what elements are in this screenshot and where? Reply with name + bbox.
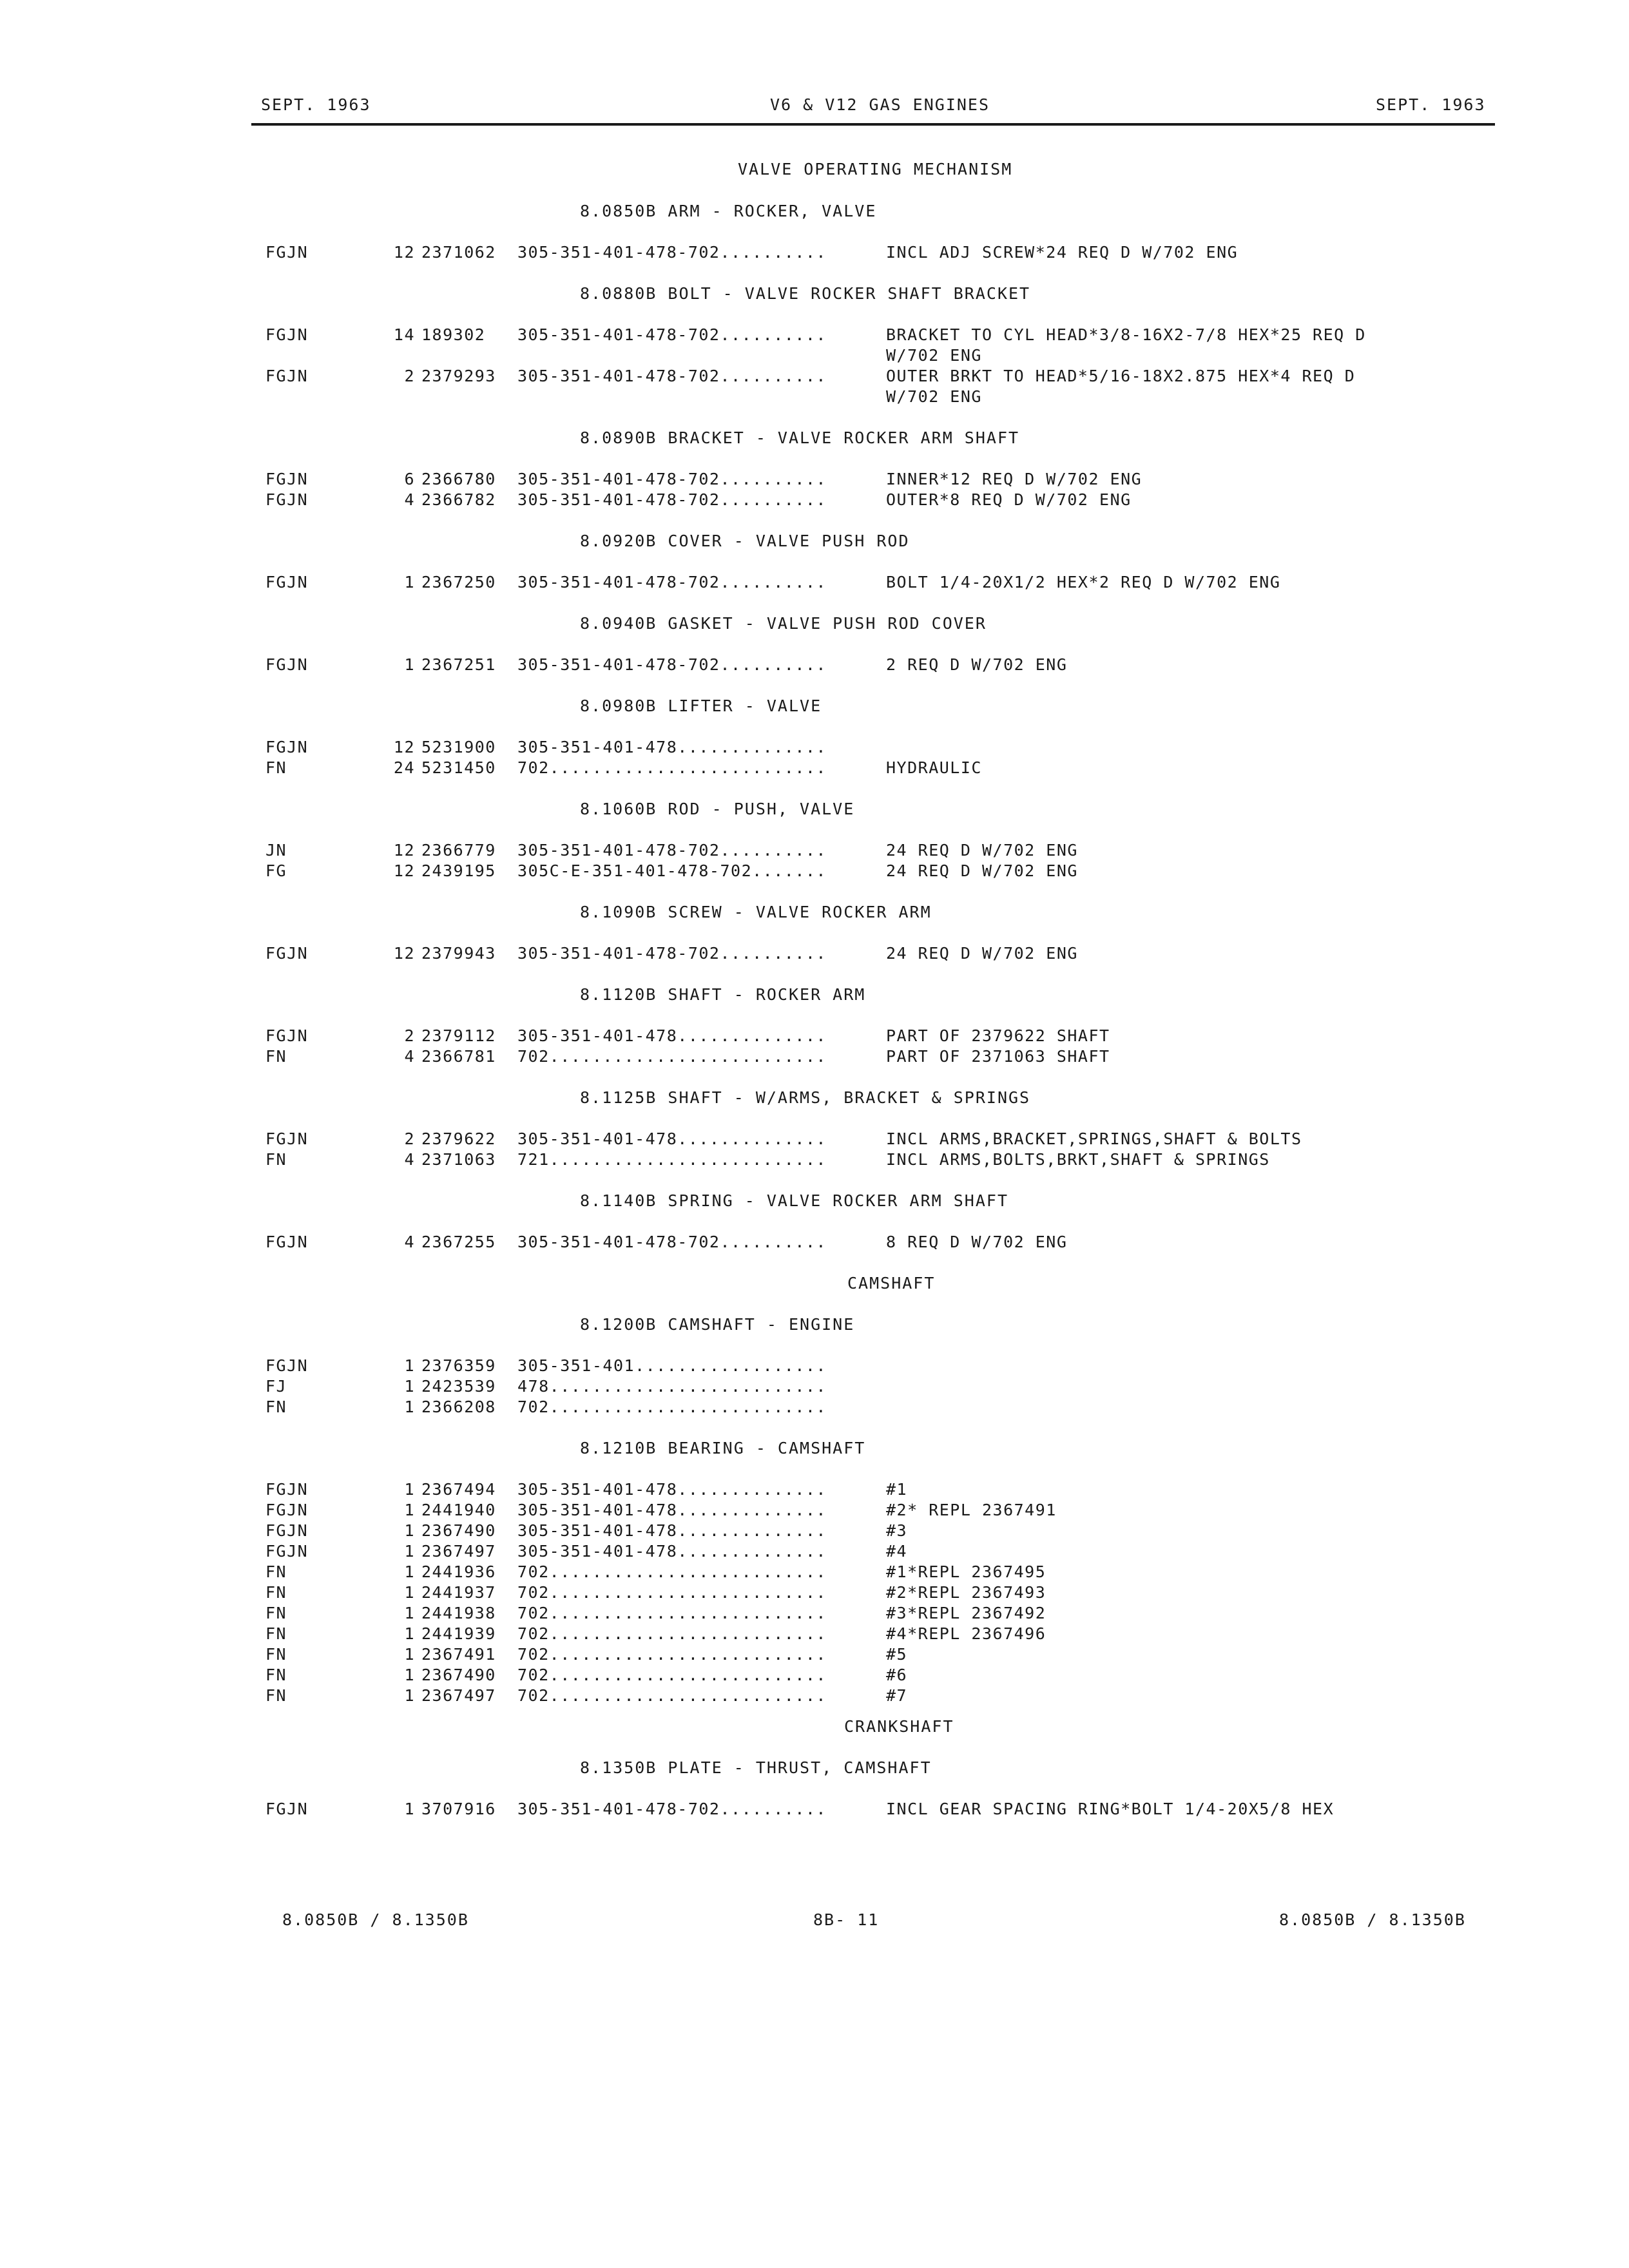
header-title: V6 & V12 GAS ENGINES [770, 95, 990, 114]
applications: 305-351-401-478-702.......... [517, 490, 827, 509]
description: 24 REQ D W/702 ENG [886, 841, 1078, 860]
quantity: 1 [404, 1624, 415, 1643]
description: #2* REPL 2367491 [886, 1501, 1057, 1519]
quantity: 1 [404, 1666, 415, 1684]
applications: 305-351-401-478-702.......... [517, 1233, 827, 1251]
part-number: 2366780 [421, 470, 496, 488]
description: BOLT 1/4-20X1/2 HEX*2 REQ D W/702 ENG [886, 573, 1281, 591]
model-codes: FN [265, 1686, 287, 1705]
model-codes: FN [265, 1398, 287, 1416]
part-row [0, 1521, 1629, 1542]
part-number: 2441937 [421, 1583, 496, 1602]
applications: 305-351-401-478-702.......... [517, 325, 827, 344]
part-row [0, 1645, 1629, 1666]
part-number: 5231900 [421, 738, 496, 756]
section-title: CAMSHAFT [847, 1274, 936, 1293]
section-title: CRANKSHAFT [844, 1717, 954, 1736]
footer-page-number: 8B- 11 [813, 1910, 880, 1929]
part-row [0, 1624, 1629, 1645]
model-codes: FGJN [265, 490, 309, 509]
quantity: 1 [404, 1501, 415, 1519]
description: #1*REPL 2367495 [886, 1562, 1046, 1581]
description: BRACKET TO CYL HEAD*3/8-16X2-7/8 HEX*25 REQ D [886, 325, 1366, 344]
part-number: 2367490 [421, 1521, 496, 1540]
part-number: 2367250 [421, 573, 496, 591]
model-codes: FGJN [265, 944, 309, 963]
applications: 305-351-401-478-702.......... [517, 944, 827, 963]
applications: 702.......................... [517, 1666, 827, 1684]
part-row [0, 861, 1629, 882]
model-codes: FGJN [265, 1026, 309, 1045]
part-number: 2376359 [421, 1356, 496, 1375]
model-codes: FG [265, 861, 287, 880]
quantity: 1 [404, 1377, 415, 1396]
part-row [0, 1686, 1629, 1707]
item-heading: 8.1125B SHAFT - W/ARMS, BRACKET & SPRINGS [580, 1088, 1031, 1107]
model-codes: FGJN [265, 655, 309, 674]
quantity: 4 [404, 490, 415, 509]
description: #5 [886, 1645, 908, 1664]
applications: 702.......................... [517, 1624, 827, 1643]
quantity: 2 [404, 367, 415, 385]
quantity: 24 [393, 758, 415, 777]
part-row [0, 1026, 1629, 1047]
quantity: 1 [404, 1398, 415, 1416]
part-number: 2366208 [421, 1398, 496, 1416]
applications: 702.......................... [517, 758, 827, 777]
quantity: 1 [404, 1480, 415, 1499]
item-heading: 8.0880B BOLT - VALVE ROCKER SHAFT BRACKET [580, 284, 1031, 303]
model-codes: FGJN [265, 1800, 309, 1818]
item-heading: 8.0850B ARM - ROCKER, VALVE [580, 202, 877, 220]
part-number: 2367497 [421, 1542, 496, 1561]
model-codes: FN [265, 1047, 287, 1066]
description: OUTER BRKT TO HEAD*5/16-18X2.875 HEX*4 REQ D [886, 367, 1356, 385]
part-row [0, 325, 1629, 346]
item-heading: 8.1210B BEARING - CAMSHAFT [580, 1439, 866, 1457]
quantity: 1 [404, 1542, 415, 1561]
part-row [0, 1150, 1629, 1171]
header-right-date: SEPT. 1963 [1376, 95, 1486, 114]
description: INCL ADJ SCREW*24 REQ D W/702 ENG [886, 243, 1239, 262]
description: #3 [886, 1521, 908, 1540]
description: #6 [886, 1666, 908, 1684]
part-row [0, 1666, 1629, 1686]
model-codes: FN [265, 1562, 287, 1581]
model-codes: FGJN [265, 1233, 309, 1251]
model-codes: FGJN [265, 1521, 309, 1540]
quantity: 1 [404, 573, 415, 591]
part-number: 2441939 [421, 1624, 496, 1643]
description: PART OF 2379622 SHAFT [886, 1026, 1110, 1045]
quantity: 1 [404, 1645, 415, 1664]
part-number: 2371063 [421, 1150, 496, 1169]
description: #7 [886, 1686, 908, 1705]
part-number: 2367251 [421, 655, 496, 674]
model-codes: JN [265, 841, 287, 860]
description-continuation: W/702 ENG [886, 346, 982, 365]
model-codes: FJ [265, 1377, 287, 1396]
description: #4*REPL 2367496 [886, 1624, 1046, 1643]
applications: 478.......................... [517, 1377, 827, 1396]
part-number: 2366781 [421, 1047, 496, 1066]
quantity: 1 [404, 1521, 415, 1540]
part-row [0, 1356, 1629, 1377]
applications: 702.......................... [517, 1562, 827, 1581]
applications: 305-351-401-478-702.......... [517, 573, 827, 591]
part-number: 2379293 [421, 367, 496, 385]
applications: 305-351-401-478.............. [517, 1521, 827, 1540]
part-row [0, 1562, 1629, 1583]
quantity: 12 [393, 841, 415, 860]
description: 24 REQ D W/702 ENG [886, 944, 1078, 963]
footer-right-range: 8.0850B / 8.1350B [1279, 1910, 1466, 1929]
model-codes: FN [265, 1666, 287, 1684]
applications: 305-351-401-478-702.......... [517, 470, 827, 488]
part-number: 2367255 [421, 1233, 496, 1251]
part-row [0, 944, 1629, 965]
description: HYDRAULIC [886, 758, 982, 777]
part-number: 2423539 [421, 1377, 496, 1396]
part-number: 2379622 [421, 1129, 496, 1148]
part-number: 2366779 [421, 841, 496, 860]
section-title: VALVE OPERATING MECHANISM [738, 160, 1013, 178]
part-row [0, 1542, 1629, 1562]
description: 8 REQ D W/702 ENG [886, 1233, 1068, 1251]
part-row [0, 470, 1629, 490]
model-codes: FGJN [265, 1356, 309, 1375]
quantity: 1 [404, 1686, 415, 1705]
applications: 721.......................... [517, 1150, 827, 1169]
quantity: 1 [404, 655, 415, 674]
description: INNER*12 REQ D W/702 ENG [886, 470, 1142, 488]
part-row [0, 1398, 1629, 1418]
model-codes: FGJN [265, 738, 309, 756]
model-codes: FGJN [265, 243, 309, 262]
applications: 305-351-401-478.............. [517, 1501, 827, 1519]
item-heading: 8.1060B ROD - PUSH, VALVE [580, 800, 855, 818]
part-row [0, 1129, 1629, 1150]
description: #4 [886, 1542, 908, 1561]
quantity: 4 [404, 1150, 415, 1169]
part-number: 2379943 [421, 944, 496, 963]
model-codes: FGJN [265, 573, 309, 591]
quantity: 1 [404, 1356, 415, 1375]
part-row [0, 841, 1629, 861]
applications: 702.......................... [517, 1645, 827, 1664]
item-heading: 8.0940B GASKET - VALVE PUSH ROD COVER [580, 614, 987, 633]
applications: 702.......................... [517, 1604, 827, 1622]
applications: 702.......................... [517, 1583, 827, 1602]
part-row [0, 1604, 1629, 1624]
applications: 305-351-401-478-702.......... [517, 1800, 827, 1818]
description: INCL ARMS,BOLTS,BRKT,SHAFT & SPRINGS [886, 1150, 1270, 1169]
model-codes: FGJN [265, 325, 309, 344]
description: #2*REPL 2367493 [886, 1583, 1046, 1602]
part-row [0, 243, 1629, 264]
model-codes: FGJN [265, 1501, 309, 1519]
model-codes: FN [265, 1150, 287, 1169]
part-row [0, 1377, 1629, 1398]
quantity: 2 [404, 1129, 415, 1148]
part-number: 2371062 [421, 243, 496, 262]
quantity: 12 [393, 738, 415, 756]
applications: 305-351-401-478.............. [517, 1480, 827, 1499]
item-heading: 8.0920B COVER - VALVE PUSH ROD [580, 532, 910, 550]
part-row [0, 758, 1629, 779]
description: #1 [886, 1480, 908, 1499]
part-number: 189302 [421, 325, 486, 344]
description: OUTER*8 REQ D W/702 ENG [886, 490, 1132, 509]
quantity: 4 [404, 1233, 415, 1251]
part-row [0, 573, 1629, 593]
applications: 305-351-401-478.............. [517, 1026, 827, 1045]
quantity: 1 [404, 1800, 415, 1818]
applications: 702.......................... [517, 1398, 827, 1416]
model-codes: FN [265, 1604, 287, 1622]
part-number: 2441938 [421, 1604, 496, 1622]
part-row [0, 490, 1629, 511]
item-heading: 8.1140B SPRING - VALVE ROCKER ARM SHAFT [580, 1191, 1008, 1210]
part-number: 2367494 [421, 1480, 496, 1499]
applications: 305C-E-351-401-478-702....... [517, 861, 827, 880]
part-number: 3707916 [421, 1800, 496, 1818]
quantity: 12 [393, 861, 415, 880]
quantity: 2 [404, 1026, 415, 1045]
part-row [0, 738, 1629, 758]
applications: 702.......................... [517, 1047, 827, 1066]
part-row [0, 1047, 1629, 1068]
footer-left-range: 8.0850B / 8.1350B [282, 1910, 469, 1929]
item-heading: 8.1350B PLATE - THRUST, CAMSHAFT [580, 1758, 932, 1777]
model-codes: FN [265, 1624, 287, 1643]
item-heading: 8.0890B BRACKET - VALVE ROCKER ARM SHAFT [580, 428, 1020, 447]
applications: 305-351-401-478-702.......... [517, 367, 827, 385]
quantity: 4 [404, 1047, 415, 1066]
model-codes: FN [265, 758, 287, 777]
quantity: 14 [393, 325, 415, 344]
applications: 305-351-401.................. [517, 1356, 827, 1375]
part-row [0, 1800, 1629, 1820]
quantity: 1 [404, 1604, 415, 1622]
part-row [0, 655, 1629, 676]
quantity: 6 [404, 470, 415, 488]
part-number: 2379112 [421, 1026, 496, 1045]
part-number: 2367497 [421, 1686, 496, 1705]
part-number: 2367490 [421, 1666, 496, 1684]
item-heading: 8.1200B CAMSHAFT - ENGINE [580, 1315, 855, 1334]
description: INCL GEAR SPACING RING*BOLT 1/4-20X5/8 HEX [886, 1800, 1335, 1818]
description-continuation: W/702 ENG [886, 387, 982, 406]
applications: 305-351-401-478-702.......... [517, 655, 827, 674]
model-codes: FGJN [265, 1542, 309, 1561]
quantity: 12 [393, 243, 415, 262]
part-number: 2441936 [421, 1562, 496, 1581]
applications: 305-351-401-478.............. [517, 1129, 827, 1148]
item-heading: 8.1120B SHAFT - ROCKER ARM [580, 985, 866, 1004]
part-number: 2367491 [421, 1645, 496, 1664]
part-number: 2439195 [421, 861, 496, 880]
header-left-date: SEPT. 1963 [261, 95, 371, 114]
item-heading: 8.1090B SCREW - VALVE ROCKER ARM [580, 903, 932, 921]
part-number: 2441940 [421, 1501, 496, 1519]
description: 24 REQ D W/702 ENG [886, 861, 1078, 880]
model-codes: FN [265, 1583, 287, 1602]
model-codes: FGJN [265, 1480, 309, 1499]
quantity: 1 [404, 1562, 415, 1581]
part-row [0, 1583, 1629, 1604]
model-codes: FGJN [265, 1129, 309, 1148]
quantity: 12 [393, 944, 415, 963]
description: 2 REQ D W/702 ENG [886, 655, 1068, 674]
part-number: 2366782 [421, 490, 496, 509]
part-row [0, 367, 1629, 387]
part-number: 5231450 [421, 758, 496, 777]
applications: 702.......................... [517, 1686, 827, 1705]
quantity: 1 [404, 1583, 415, 1602]
model-codes: FN [265, 1645, 287, 1664]
applications: 305-351-401-478-702.......... [517, 841, 827, 860]
part-row [0, 1501, 1629, 1521]
part-row [0, 1480, 1629, 1501]
part-row [0, 1233, 1629, 1253]
description: #3*REPL 2367492 [886, 1604, 1046, 1622]
applications: 305-351-401-478.............. [517, 1542, 827, 1561]
item-heading: 8.0980B LIFTER - VALVE [580, 697, 822, 715]
description: INCL ARMS,BRACKET,SPRINGS,SHAFT & BOLTS [886, 1129, 1302, 1148]
applications: 305-351-401-478.............. [517, 738, 827, 756]
description: PART OF 2371063 SHAFT [886, 1047, 1110, 1066]
model-codes: FGJN [265, 367, 309, 385]
model-codes: FGJN [265, 470, 309, 488]
applications: 305-351-401-478-702.......... [517, 243, 827, 262]
